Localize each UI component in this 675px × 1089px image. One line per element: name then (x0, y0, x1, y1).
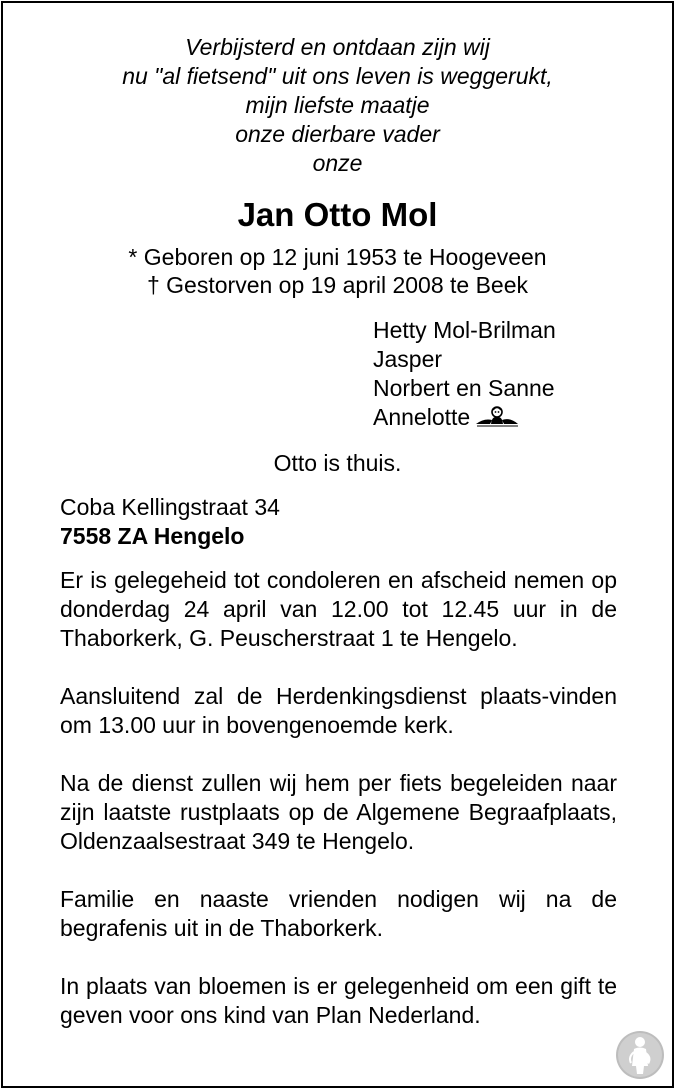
address-city: 7558 ZA Hengelo (60, 523, 245, 549)
paragraph: Aansluitend zal de Herdenkingsdienst plaats-vinden om 13.00 uur in bovengenoemde kerk. (60, 683, 617, 738)
memorial-logo-icon (615, 1030, 665, 1080)
death-line: † Gestorven op 19 april 2008 te Beek (146, 272, 529, 298)
intro-line: onze dierbare vader (235, 121, 440, 147)
family-member-row (373, 403, 556, 435)
family-member: Norbert en Sanne (373, 375, 555, 401)
intro-text (3, 33, 672, 178)
intro-line: onze (312, 150, 363, 176)
arrangements-text (60, 566, 617, 1030)
birth-line: * Geboren op 12 juni 1953 te Hoogeveen (128, 244, 547, 270)
family-member: Jasper (373, 346, 443, 372)
home-line: Otto is thuis. (273, 450, 402, 476)
life-dates (3, 243, 672, 299)
family-member: Annelotte (373, 404, 471, 430)
intro-line: Verbijsterd en ontdaan zijn wij (185, 34, 490, 60)
deceased-name: Jan Otto Mol (237, 196, 438, 233)
paragraph: In plaats van bloemen is er gelegenheid om een gift te geven voor ons kind van Plan Nederland. (60, 973, 617, 1028)
intro-line: nu "al fietsend" uit ons leven is weggerukt, (122, 63, 553, 89)
paragraph: Familie en naaste vrienden nodigen wij na de begrafenis uit in de Thaborkerk. (60, 886, 617, 941)
paragraph: Na de dienst zullen wij hem per fiets begeleiden naar zijn laatste rustplaats op de Algemene Begraafplaats, Oldenzaalsestraat 349 te Hengelo. (60, 770, 617, 854)
address-street: Coba Kellingstraat 34 (60, 494, 280, 520)
intro-line: mijn liefste maatje (245, 92, 430, 118)
paragraph: Er is gelegeheid tot condoleren en afscheid nemen op donderdag 24 april van 12.00 tot 12.45 uur in de Thaborkerk, G. Peuscherstraat 1 te Hengelo. (60, 567, 617, 651)
family-member: Hetty Mol-Brilman (373, 317, 556, 343)
address-block (60, 493, 280, 551)
angel-icon (474, 404, 520, 435)
family-list (373, 316, 556, 435)
obituary-card (1, 1, 674, 1088)
